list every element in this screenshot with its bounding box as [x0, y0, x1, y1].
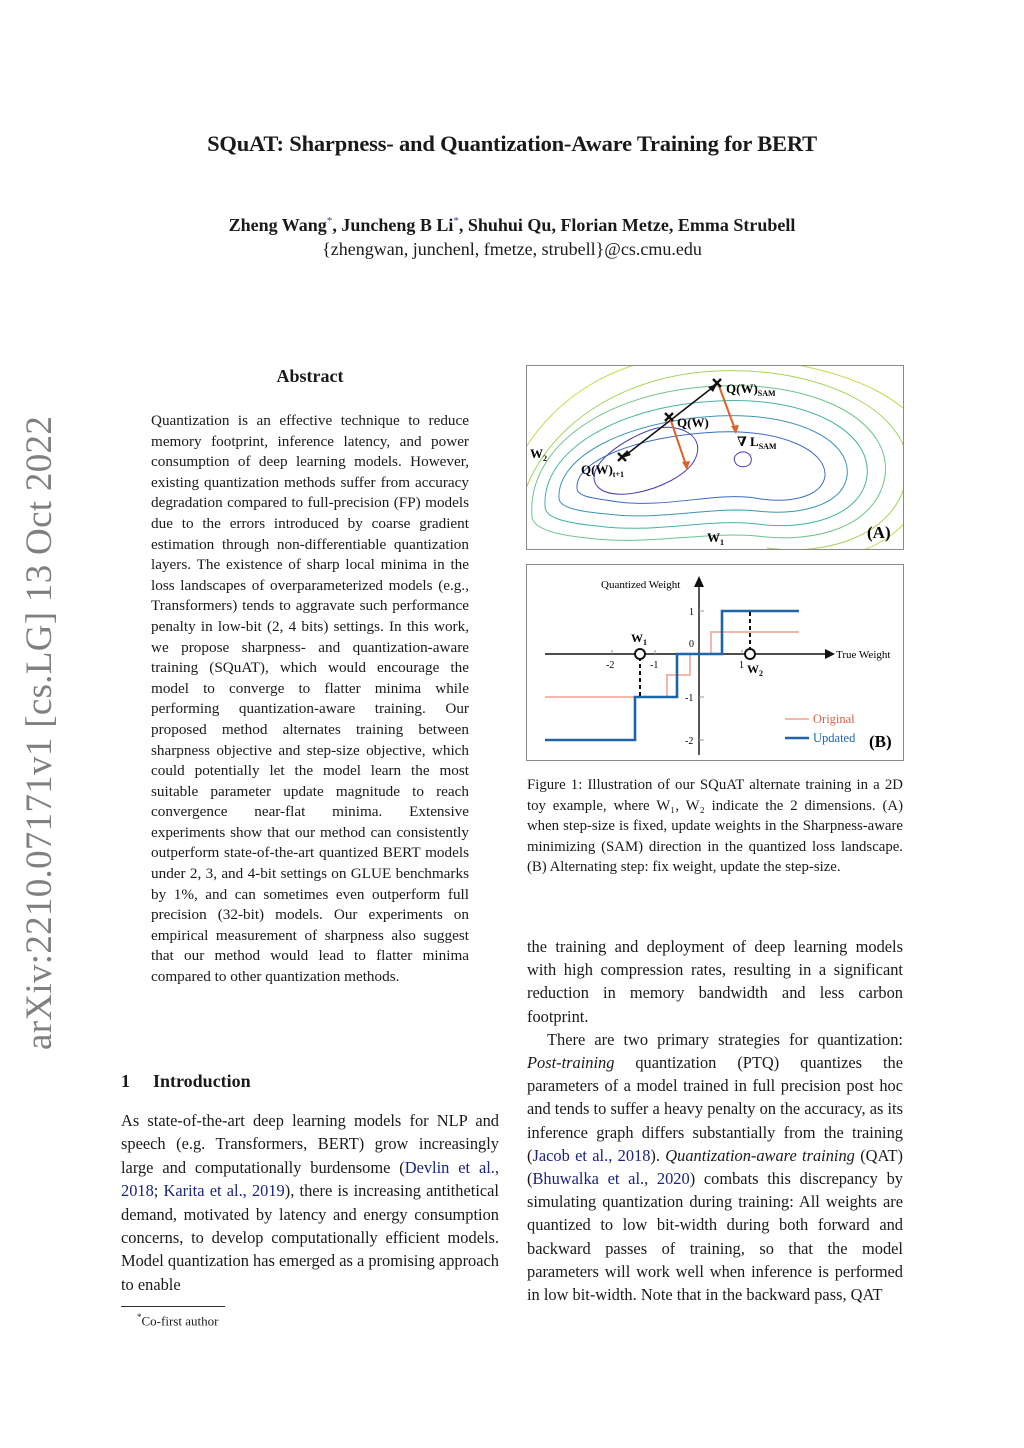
- text: quantization (PTQ) quantizes the parameters of a model trained in full precision post hoc and tends to suffer a heavy penalty on the accuracy, as its inference graph differs substantially from the training (: [527, 1053, 903, 1165]
- citation-link[interactable]: Jacob et al., 2018: [532, 1145, 651, 1165]
- intro-paragraph: [121, 1109, 499, 1296]
- panel-label-a: (A): [867, 523, 891, 542]
- panel-label-b: (B): [869, 732, 892, 751]
- footnote-mark: *: [137, 1312, 142, 1322]
- x-tick: -2: [606, 660, 615, 671]
- emphasis: Quantization-aware training: [665, 1145, 855, 1165]
- intro-text: ), there is increasing antithetical demand, motivated by latency and energy consumption concerns, to develop computationally efficient models. Model quantization has emerged as a promising approach to enable: [121, 1181, 499, 1294]
- paper-title: SQuAT: Sharpness- and Quantization-Aware Training for BERT: [207, 131, 817, 156]
- citation-separator: ;: [153, 1181, 164, 1201]
- section-title: Introduction: [153, 1071, 251, 1091]
- text: There are two primary strategies for quantization:: [547, 1029, 903, 1049]
- co-first-mark[interactable]: *: [326, 215, 333, 227]
- author-name: Zheng Wang: [228, 215, 327, 235]
- y-tick: 0: [689, 639, 694, 650]
- citation-link[interactable]: Bhuwalka et al., 2020: [532, 1169, 690, 1189]
- emphasis: Post-training: [527, 1053, 615, 1073]
- x-tick: -1: [650, 660, 659, 671]
- author-name: Juncheng B Li: [341, 215, 454, 235]
- author-list: Zheng Wang*, Juncheng B Li*, Shuhui Qu, Florian Metze, Emma Strubell: [228, 215, 796, 235]
- section-number: 1: [121, 1071, 130, 1091]
- paragraph: [527, 1028, 903, 1306]
- footnote-text: Co-first author: [141, 1313, 219, 1329]
- label-grad-sam: ∇ $L_{SAM}$: [737, 434, 777, 451]
- figure-1b-quantizer: [526, 564, 904, 761]
- abstract-heading: Abstract: [276, 366, 344, 386]
- figure-caption: Figure 1: Illustration of our SQuAT alternate training in a 2D toy example, where W₁, W₂ indicate the 2 dimensions. (A) when step-size is fixed, update weights in the Sharpness-aware minimizing (SAM) direction in the quantized loss landscape. (B) Alternating step: fix weight, update the step-size.: [527, 777, 903, 876]
- x-tick: 1: [739, 660, 744, 671]
- footnote-rule: [121, 1306, 225, 1307]
- label-q-next: $Q(W)_{t+1}$: [581, 462, 625, 479]
- y-tick: -2: [685, 736, 694, 747]
- author-name: Shuhui Qu: [467, 215, 552, 235]
- legend-original: Original: [813, 712, 855, 726]
- point-label-w2: $W_2$: [747, 662, 763, 678]
- y-tick: -1: [685, 693, 694, 704]
- contour-plot: [527, 366, 903, 549]
- y-tick: 1: [689, 607, 694, 618]
- section-heading-introduction: [121, 1071, 251, 1092]
- label-q-sam: $Q(W)_{SAM}$: [726, 381, 776, 398]
- x-axis-label: True Weight: [836, 649, 891, 661]
- label-q-current: Q(W): [677, 415, 709, 430]
- author-emails: {zhengwan, junchenl, fmetze, strubell}@cs.cmu.edu: [322, 239, 702, 259]
- text: (QAT) (: [527, 1145, 903, 1189]
- right-column-text: [527, 935, 903, 1306]
- text: ).: [650, 1145, 666, 1165]
- paragraph: the training and deployment of deep learning models with high compression rates, resulting in a significant reduction in memory bandwidth and less carbon footprint.: [527, 937, 903, 1026]
- axis-label-w2: $W_2$: [530, 446, 547, 463]
- footnote: [137, 1312, 218, 1329]
- co-first-mark[interactable]: *: [453, 215, 459, 227]
- intro-text: As state-of-the-art deep learning models for NLP and speech (e.g. Transformers, BERT) grow increasingly large and computationally burdensome (: [121, 1111, 499, 1177]
- axis-label-w1: $W_1$: [707, 530, 724, 547]
- legend-updated: Updated: [813, 731, 856, 745]
- citation-link[interactable]: Karita et al., 2019: [163, 1181, 285, 1201]
- arxiv-stamp: arXiv:2210.07171v1 [cs.LG] 13 Oct 2022: [19, 415, 60, 1050]
- author-name: Florian Metze: [560, 215, 669, 235]
- abstract-text: Quantization is an effective technique to reduce memory footprint, inference latency, and power consumption of deep learning models. However, existing quantization methods suffer from accuracy degradation compared to full-precision (FP) models due to the errors introduced by coarse gradient estimation through non-differentiable quantization layers. The existence of sharp local minima in the loss landscapes of overparameterized models (e.g., Transformers) tends to aggravate such performance penalty in low-bit (2, 4 bits) settings. In this work, we propose sharpness- and quantization-aware training (SQuAT), which would encourage the model to converge to flatter minima while performing quantization-aware training. Our proposed method alternates training between sharpness objective and step-size objective, which could potentially let the model learn the most suitable parameter update magnitude to reach convergence near-flat minima. Extensive experiments show that our method can consistently outperform state-of-the-art quantized BERT models under 2, 3, and 4-bit settings on GLUE benchmarks by 1%, and can sometimes even outperform full precision (32-bit) models. Our experiments on empirical measurement of sharpness also suggest that our method would lead to flatter minima compared to other quantization methods.: [151, 412, 469, 986]
- author-name: Emma Strubell: [677, 215, 796, 235]
- step-function-plot: [527, 565, 903, 760]
- text: ) combats this discrepancy by simulating quantization during training: All weights are quantized to low bit-width during both forward and backward passes of training, so that the model parameters will work well when inference is performed in low bit-width. Note that in the backward pass, QAT: [527, 1169, 903, 1305]
- point-label-w1: $W_1$: [631, 631, 647, 647]
- y-axis-label: Quantized Weight: [601, 579, 681, 591]
- citation-link[interactable]: Devlin et al., 2018: [121, 1157, 499, 1201]
- figure-1a-loss-landscape: [526, 365, 904, 550]
